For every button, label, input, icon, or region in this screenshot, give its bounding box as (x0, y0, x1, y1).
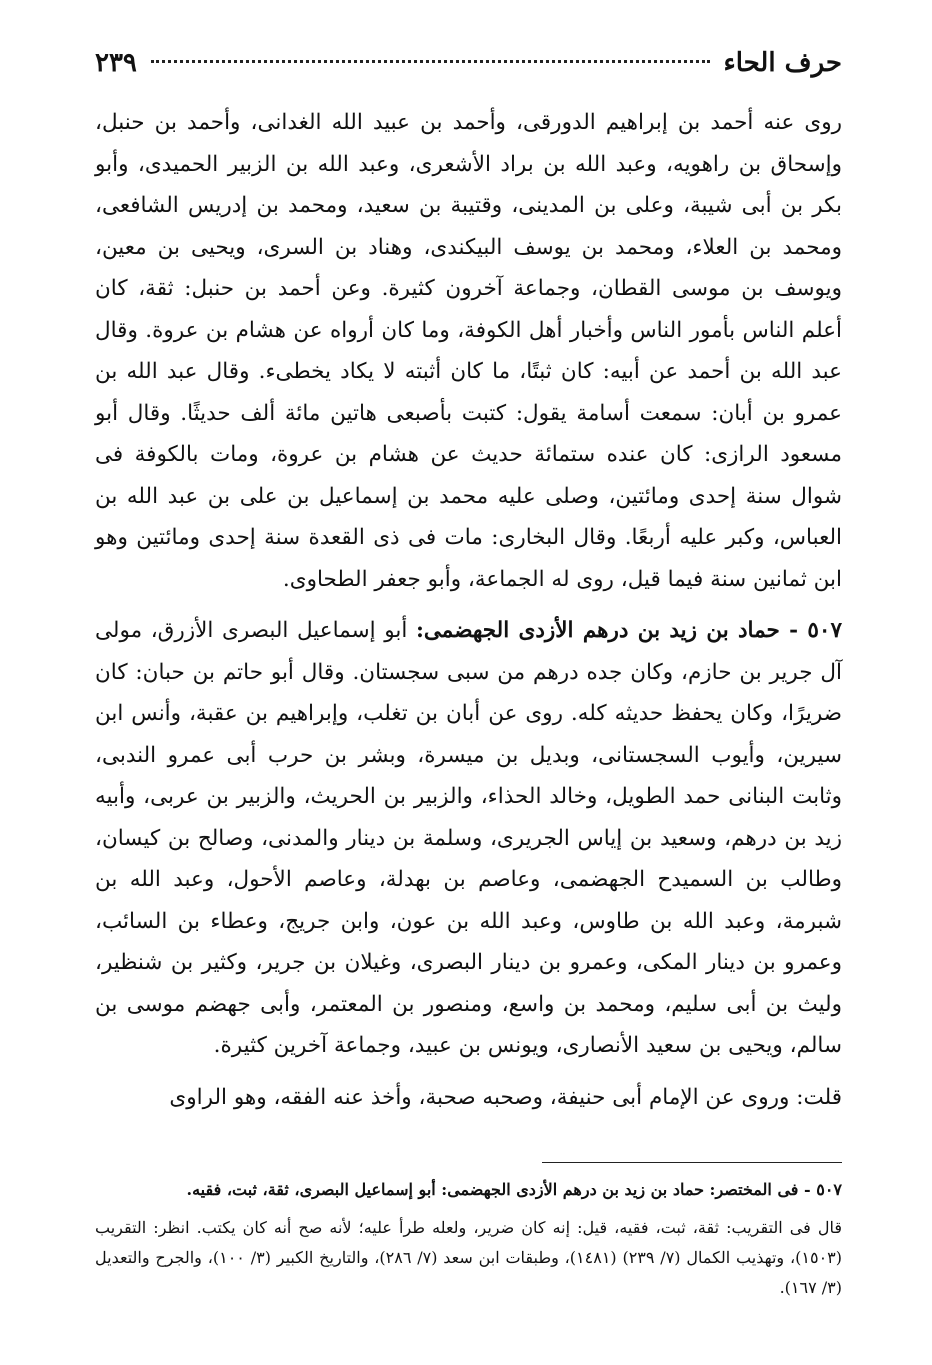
entry-507-heading: ٥٠٧ - حماد بن زيد بن درهم الأزدى الجهضمى: (415, 618, 842, 643)
chapter-title: حرف الحاء (723, 48, 842, 78)
footnote-507: ٥٠٧ - فى المختصر: حماد بن زيد بن درهم الأزدى الجهضمى: أبو إسماعيل البصرى، ثقة، ثبت، فقيه. (186, 1180, 842, 1199)
footnote-divider (542, 1162, 842, 1163)
entry-507-text: أبو إسماعيل البصرى الأزرق، مولى آل جرير بن حازم، وكان جده درهم من سبى سجستان. وقال أبو حاتم بن حبان: كان ضريرًا، وكان يحفظ حديثه كله. روى عن أبان بن تغلب، وإبراهيم بن عقبة، وأنس ابن سيرين، وأيوب السجستانى، وبديل بن ميسرة، وبشر بن حرب أبى عمرو الندبى، وثابت البنانى حمد الطويل، وخالد الحذاء، والزبير بن الحريث، والزبير بن عربى، وأبيه زيد بن درهم، وسعيد بن إياس الجريرى، وسلمة بن دينار والمدنى، وصالح بن كيسان، وطالب بن السميدح الجهضمى، وعاصم بن بهدلة، وعاصم الأحول، وعبد الله بن شبرمة، وعبد الله بن طاوس، وعبد الله بن عون، وابن جريج، وعطاء بن السائب، وعمرو بن دينار المكى، وعمرو بن دينار البصرى، وغيلان بن جرير، وكثير بن شنظير، وليث بن أبى سليم، ومحمد بن واسع، ومنصور بن المعتمر، وأبى جهضم موسى بن سالم، ويحيى بن سعيد الأنصارى، ويونس بن عبيد، وجماعة آخرين كثيرة. (95, 618, 842, 1058)
footnotes (95, 1175, 842, 1303)
paragraph-qult: قلت: وروى عن الإمام أبى حنيفة، وصحبه صحبة، وأخذ عنه الفقه، وهو الراوى (169, 1084, 842, 1110)
footnote-taqrib: قال فى التقريب: ثقة، ثبت، فقيه، قيل: إنه كان ضرير، ولعله طرأ عليه؛ لأنه صح أنه كان يكتب. انظر: التقريب (١٥٠٣)، وتهذيب الكمال (٧/ ٢٣٩) (١٤٨١)، وطبقات ابن سعد (٧/ ٢٨٦)، والتاريخ الكبير (٣/ ١٠٠)، والجرح والتعديل (٣/ ١٦٧). (95, 1218, 842, 1297)
header-dotted-leader (151, 60, 710, 63)
page-header (95, 48, 842, 88)
paragraph-narrators: روى عنه أحمد بن إبراهيم الدورقى، وأحمد بن عبيد الله الغدانى، وأحمد بن حنبل، وإسحاق بن راهويه، وعبد الله بن براد الأشعرى، وعبد الله بن الزبير الحميدى، وأبو بكر بن أبى شيبة، وعلى بن المدينى، وقتيبة بن سعيد، ومحمد بن إدريس الشافعى، ومحمد بن العلاء، ومحمد بن يوسف البيكندى، وهناد بن السرى، ويحيى بن معين، ويوسف بن موسى القطان، وجماعة آخرون كثيرة. وعن أحمد بن حنبل: ثقة، كان أعلم الناس بأمور الناس وأخبار أهل الكوفة، وما كان أرواه عن هشام بن عروة. وقال عبد الله بن أحمد عن أبيه: كان ثبتًا، ما كان أثبته لا يكاد يخطىء. وقال عبد الله بن عمرو بن أبان: سمعت أسامة يقول: كتبت بأصبعى هاتين مائة ألف حديثًا. وقال أبو مسعود الرازى: كان عنده ستمائة حديث عن هشام بن عروة، ومات بالكوفة فى شوال سنة إحدى ومائتين، وصلى عليه محمد بن إسماعيل بن على بن عبد الله بن العباس، وكبر عليه أربعًا. وقال البخارى: مات فى ذى القعدة سنة إحدى ومائتين وهو ابن ثمانين سنة فيما قيل، روى له الجماعة، وأبو جعفر الطحاوى. (95, 110, 842, 592)
main-text (95, 102, 842, 1118)
entry-507 (95, 610, 842, 1067)
page-number: ٢٣٩ (95, 48, 137, 78)
